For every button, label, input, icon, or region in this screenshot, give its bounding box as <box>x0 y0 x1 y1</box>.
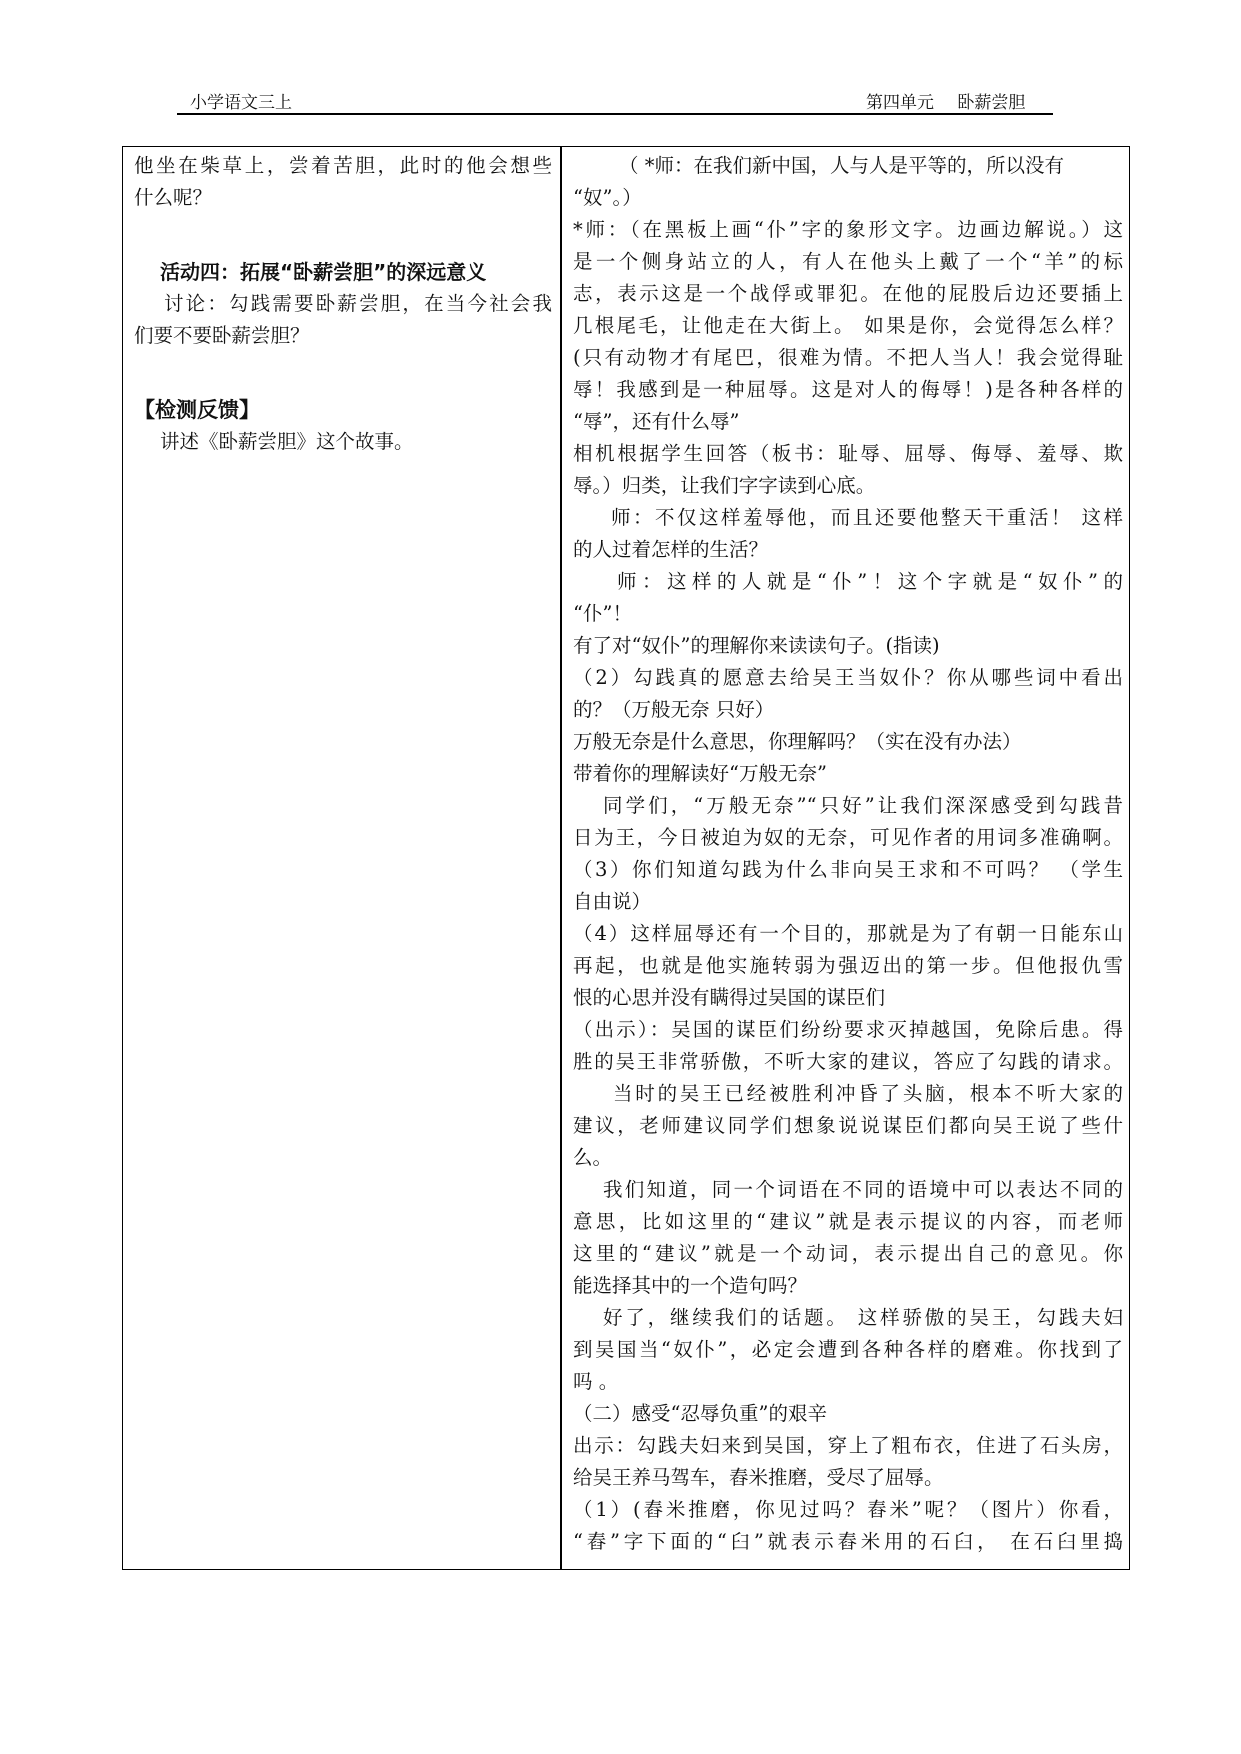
header-rule <box>177 113 1053 115</box>
right-line: 几根尾毛，让他走在大街上。 如果是你，会觉得怎么样？ <box>573 314 1123 337</box>
right-line: （1）(舂米推磨，你见过吗？舂米”呢？（图片）你看， <box>573 1498 1123 1521</box>
right-line: 么。 <box>573 1146 613 1169</box>
right-line: 建议，老师建议同学们想象说说谋臣们都向吴王说了些什 <box>573 1114 1123 1137</box>
right-line: 师：这样的人就是“仆”！这个字就是“奴仆”的 <box>617 570 1123 593</box>
right-line: （2）勾践真的愿意去给吴王当奴仆？你从哪些词中看出 <box>573 666 1123 689</box>
right-line: 的人过着怎样的生活？ <box>573 538 769 561</box>
right-line: 意思，比如这里的“建议”就是表示提议的内容，而老师 <box>573 1210 1123 1233</box>
right-line: 带着你的理解读好“万般无奈” <box>573 762 827 785</box>
right-line: 给吴王养马驾车，舂米推磨，受尽了屈辱。 <box>573 1466 944 1489</box>
right-line: （ *师：在我们新中国，人与人是平等的，所以没有 <box>619 154 1064 177</box>
right-line: “仆”！ <box>573 602 632 625</box>
right-line: 是一个侧身站立的人，有人在他头上戴了一个“羊”的标 <box>573 250 1123 273</box>
right-line: 有了对“奴仆”的理解你来读读句子。(指读) <box>573 634 940 657</box>
right-line: 我们知道，同一个词语在不同的语境中可以表达不同的 <box>603 1178 1123 1201</box>
right-line: 辱。）归类，让我们字字读到心底。 <box>573 474 876 497</box>
right-line: 师：不仅这样羞辱他，而且还要他整天干重活！ 这样 <box>611 506 1123 529</box>
right-line: 志，表示这是一个战俘或罪犯。在他的屁股后边还要插上 <box>573 282 1123 305</box>
right-line: （3）你们知道勾践为什么非向吴王求和不可吗？ （学生 <box>573 858 1123 881</box>
right-line: 自由说） <box>573 890 652 913</box>
right-line: *师：（在黑板上画“仆”字的象形文字。边画边解说。）这 <box>573 218 1123 241</box>
left-column <box>134 150 552 458</box>
left-line: 什么呢？ <box>134 186 213 209</box>
discussion-line: 讨论：勾践需要卧薪尝胆，在当今社会我 <box>164 292 552 315</box>
right-line: 恨的心思并没有瞒得过吴国的谋臣们 <box>573 986 886 1009</box>
right-line: “奴”。） <box>573 186 642 209</box>
header-course-title: 小学语文三上 <box>190 93 292 113</box>
right-line: “舂”字下面的“臼”就表示舂米用的石臼， 在石臼里捣 <box>573 1530 1123 1553</box>
right-line: “辱”，还有什么辱” <box>573 410 740 433</box>
right-line: 相机根据学生回答（板书：耻辱、屈辱、侮辱、羞辱、欺 <box>573 442 1123 465</box>
right-line: 到吴国当“奴仆”，必定会遭到各种各样的磨难。你找到了 <box>573 1338 1123 1361</box>
left-line: 他坐在柴草上，尝着苦胆，此时的他会想些 <box>134 154 552 177</box>
right-line: 能选择其中的一个造句吗？ <box>573 1274 808 1297</box>
right-line: 同学们，“万般无奈”“只好”让我们深深感受到勾践昔 <box>603 794 1123 817</box>
header-unit-title: 第四单元 卧薪尝胆 <box>866 93 1026 113</box>
right-line: （二）感受“忍辱负重”的艰辛 <box>573 1402 827 1425</box>
right-line: 这里的“建议”就是一个动词，表示提出自己的意见。你 <box>573 1242 1123 1265</box>
right-column <box>573 150 1123 1558</box>
right-line: 胜的吴王非常骄傲，不听大家的建议，答应了勾践的请求。 <box>573 1050 1123 1073</box>
feedback-text: 讲述《卧薪尝胆》这个故事。 <box>160 430 414 453</box>
feedback-heading: 【检测反馈】 <box>134 398 260 422</box>
right-line: (只有动物才有尾巴，很难为情。不把人当人！我会觉得耻 <box>573 346 1123 369</box>
right-line: 的？（万般无奈 只好） <box>573 698 775 721</box>
right-line: （4）这样屈辱还有一个目的，那就是为了有朝一日能东山 <box>573 922 1123 945</box>
right-line: 好了，继续我们的话题。 这样骄傲的吴王，勾践夫妇 <box>603 1306 1123 1329</box>
right-line: 当时的吴王已经被胜利冲昏了头脑，根本不听大家的 <box>613 1082 1123 1105</box>
table-column-divider <box>560 146 562 1570</box>
right-line: 辱！我感到是一种屈辱。这是对人的侮辱！)是各种各样的 <box>573 378 1123 401</box>
right-line: 吗 。 <box>573 1370 619 1393</box>
right-line: 日为王，今日被迫为奴的无奈，可见作者的用词多准确啊。 <box>573 826 1123 849</box>
right-line: 再起，也就是他实施转弱为强迈出的第一步。但他报仇雪 <box>573 954 1123 977</box>
discussion-line: 们要不要卧薪尝胆？ <box>134 324 310 347</box>
right-line: 出示：勾践夫妇来到吴国，穿上了粗布衣，住进了石头房， <box>573 1434 1123 1457</box>
right-line: （出示）：吴国的谋臣们纷纷要求灭掉越国，免除后患。得 <box>573 1018 1123 1041</box>
activity-heading: 活动四：拓展“卧薪尝胆”的深远意义 <box>160 260 487 284</box>
right-line: 万般无奈是什么意思，你理解吗？（实在没有办法） <box>573 730 1022 753</box>
